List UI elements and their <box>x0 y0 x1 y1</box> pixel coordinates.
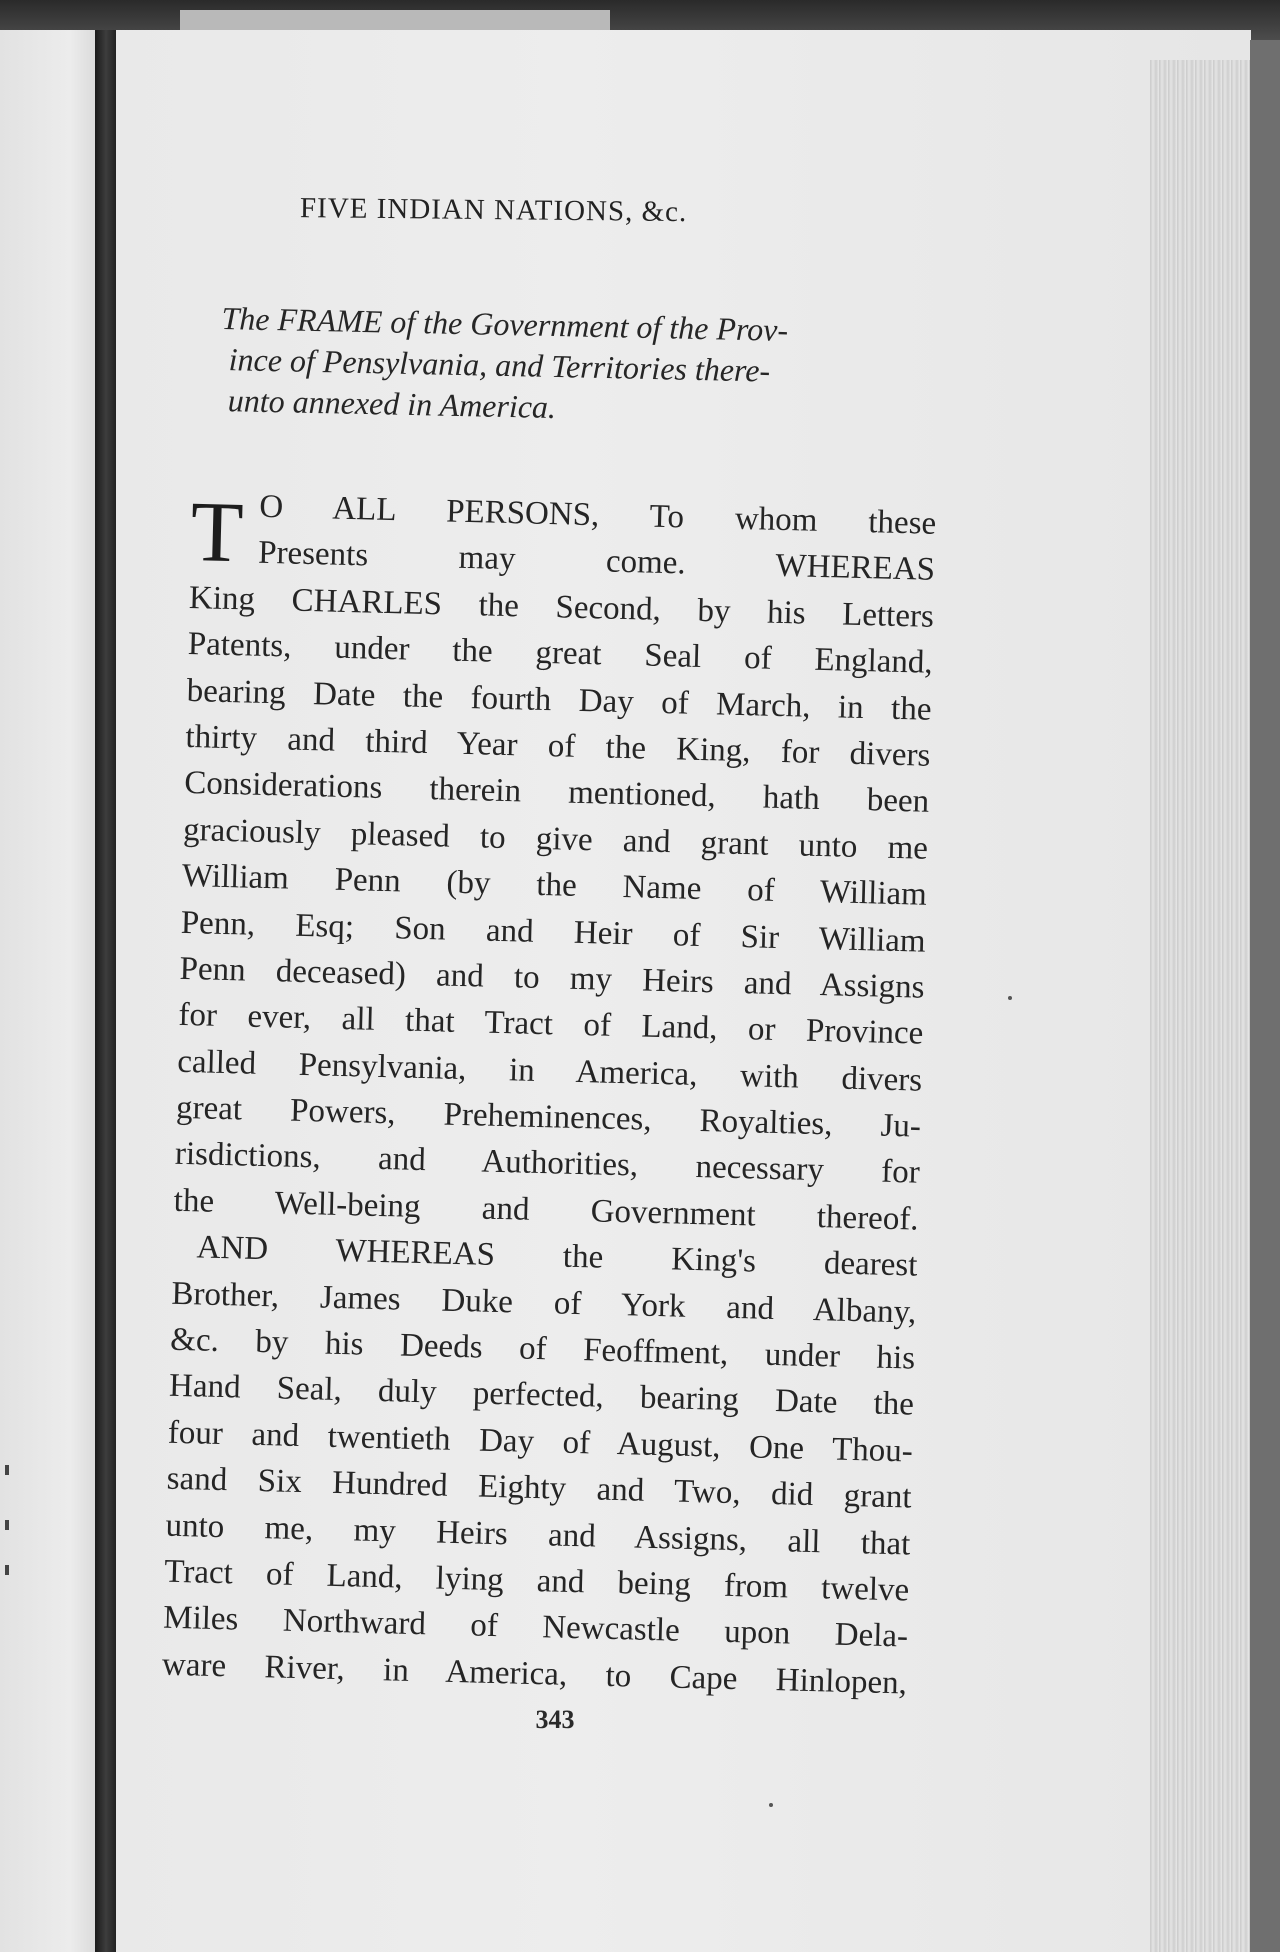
text-line: &c. by his Deeds of Feoffment, under his <box>169 1321 916 1377</box>
text-line: William Penn (by the Name of William <box>181 858 928 913</box>
text-line: bearing Date the fourth Day of March, in the <box>186 672 932 728</box>
text-line: Miles Northward of Newcastle upon Dela- <box>162 1600 909 1655</box>
drop-cap: T <box>189 482 245 581</box>
text-line: Tract of Land, lying and being from twelve <box>163 1553 910 1609</box>
text-line: risdictions, and Authorities, necessary for <box>174 1136 921 1192</box>
title-line: unto annexed in America. <box>227 382 557 426</box>
text-line: called Pensylvania, in America, with divers <box>176 1043 923 1099</box>
text-line: Brother, James Duke of York and Albany, <box>171 1275 917 1331</box>
text-line: for ever, all that Tract of Land, or Province <box>178 997 924 1052</box>
body-text <box>161 482 936 1707</box>
text-line: Penn, Esq; Son and Heir of Sir William <box>180 904 927 960</box>
gutter-mark <box>5 1520 9 1530</box>
paper-speck <box>1008 996 1012 1000</box>
scan-right-border <box>1250 40 1280 1952</box>
page-number: 343 <box>535 1705 575 1734</box>
text-line: the Well-being and Government thereof. <box>173 1182 920 1238</box>
text-line: King CHARLES the Second, by his Letters <box>188 579 935 635</box>
section-title <box>219 298 951 436</box>
facing-page-edge <box>0 30 100 1952</box>
title-line: The FRAME of the Government of the Prov- <box>221 299 789 348</box>
gutter-mark <box>5 1565 9 1575</box>
scan-top-strip <box>180 10 610 32</box>
text-line: thirty and third Year of the King, for divers <box>185 718 931 774</box>
text-line: AND WHEREAS the King's dearest <box>196 1229 918 1284</box>
page-stack-edge <box>1150 60 1260 1952</box>
text-line: great Powers, Preheminences, Royalties, Ju- <box>175 1089 922 1145</box>
gutter-mark <box>5 1465 9 1475</box>
text-line: four and twentieth Day of August, One Thou- <box>167 1414 914 1470</box>
book-gutter <box>95 30 117 1952</box>
text-line: Considerations therein mentioned, hath been <box>183 765 930 821</box>
text-line: ware River, in America, to Cape Hinlopen, <box>161 1646 908 1702</box>
text-line: unto me, my Heirs and Assigns, all that <box>165 1507 911 1563</box>
running-head: FIVE INDIAN NATIONS, &c. <box>299 192 688 229</box>
text-line: Penn deceased) and to my Heirs and Assigns <box>179 950 925 1006</box>
text-line: Presents may come. WHEREAS <box>257 535 936 589</box>
paper-speck <box>769 1803 773 1807</box>
text-line: O ALL PERSONS, To whom these <box>258 488 937 542</box>
text-line: Hand Seal, duly perfected, bearing Date the <box>168 1368 915 1423</box>
text-line: graciously pleased to give and grant unto me <box>182 811 929 867</box>
text-line: sand Six Hundred Eighty and Two, did grant <box>166 1460 912 1516</box>
title-line: ince of Pensylvania, and Territories there- <box>228 341 771 389</box>
text-line: Patents, under the great Seal of England, <box>187 626 934 681</box>
